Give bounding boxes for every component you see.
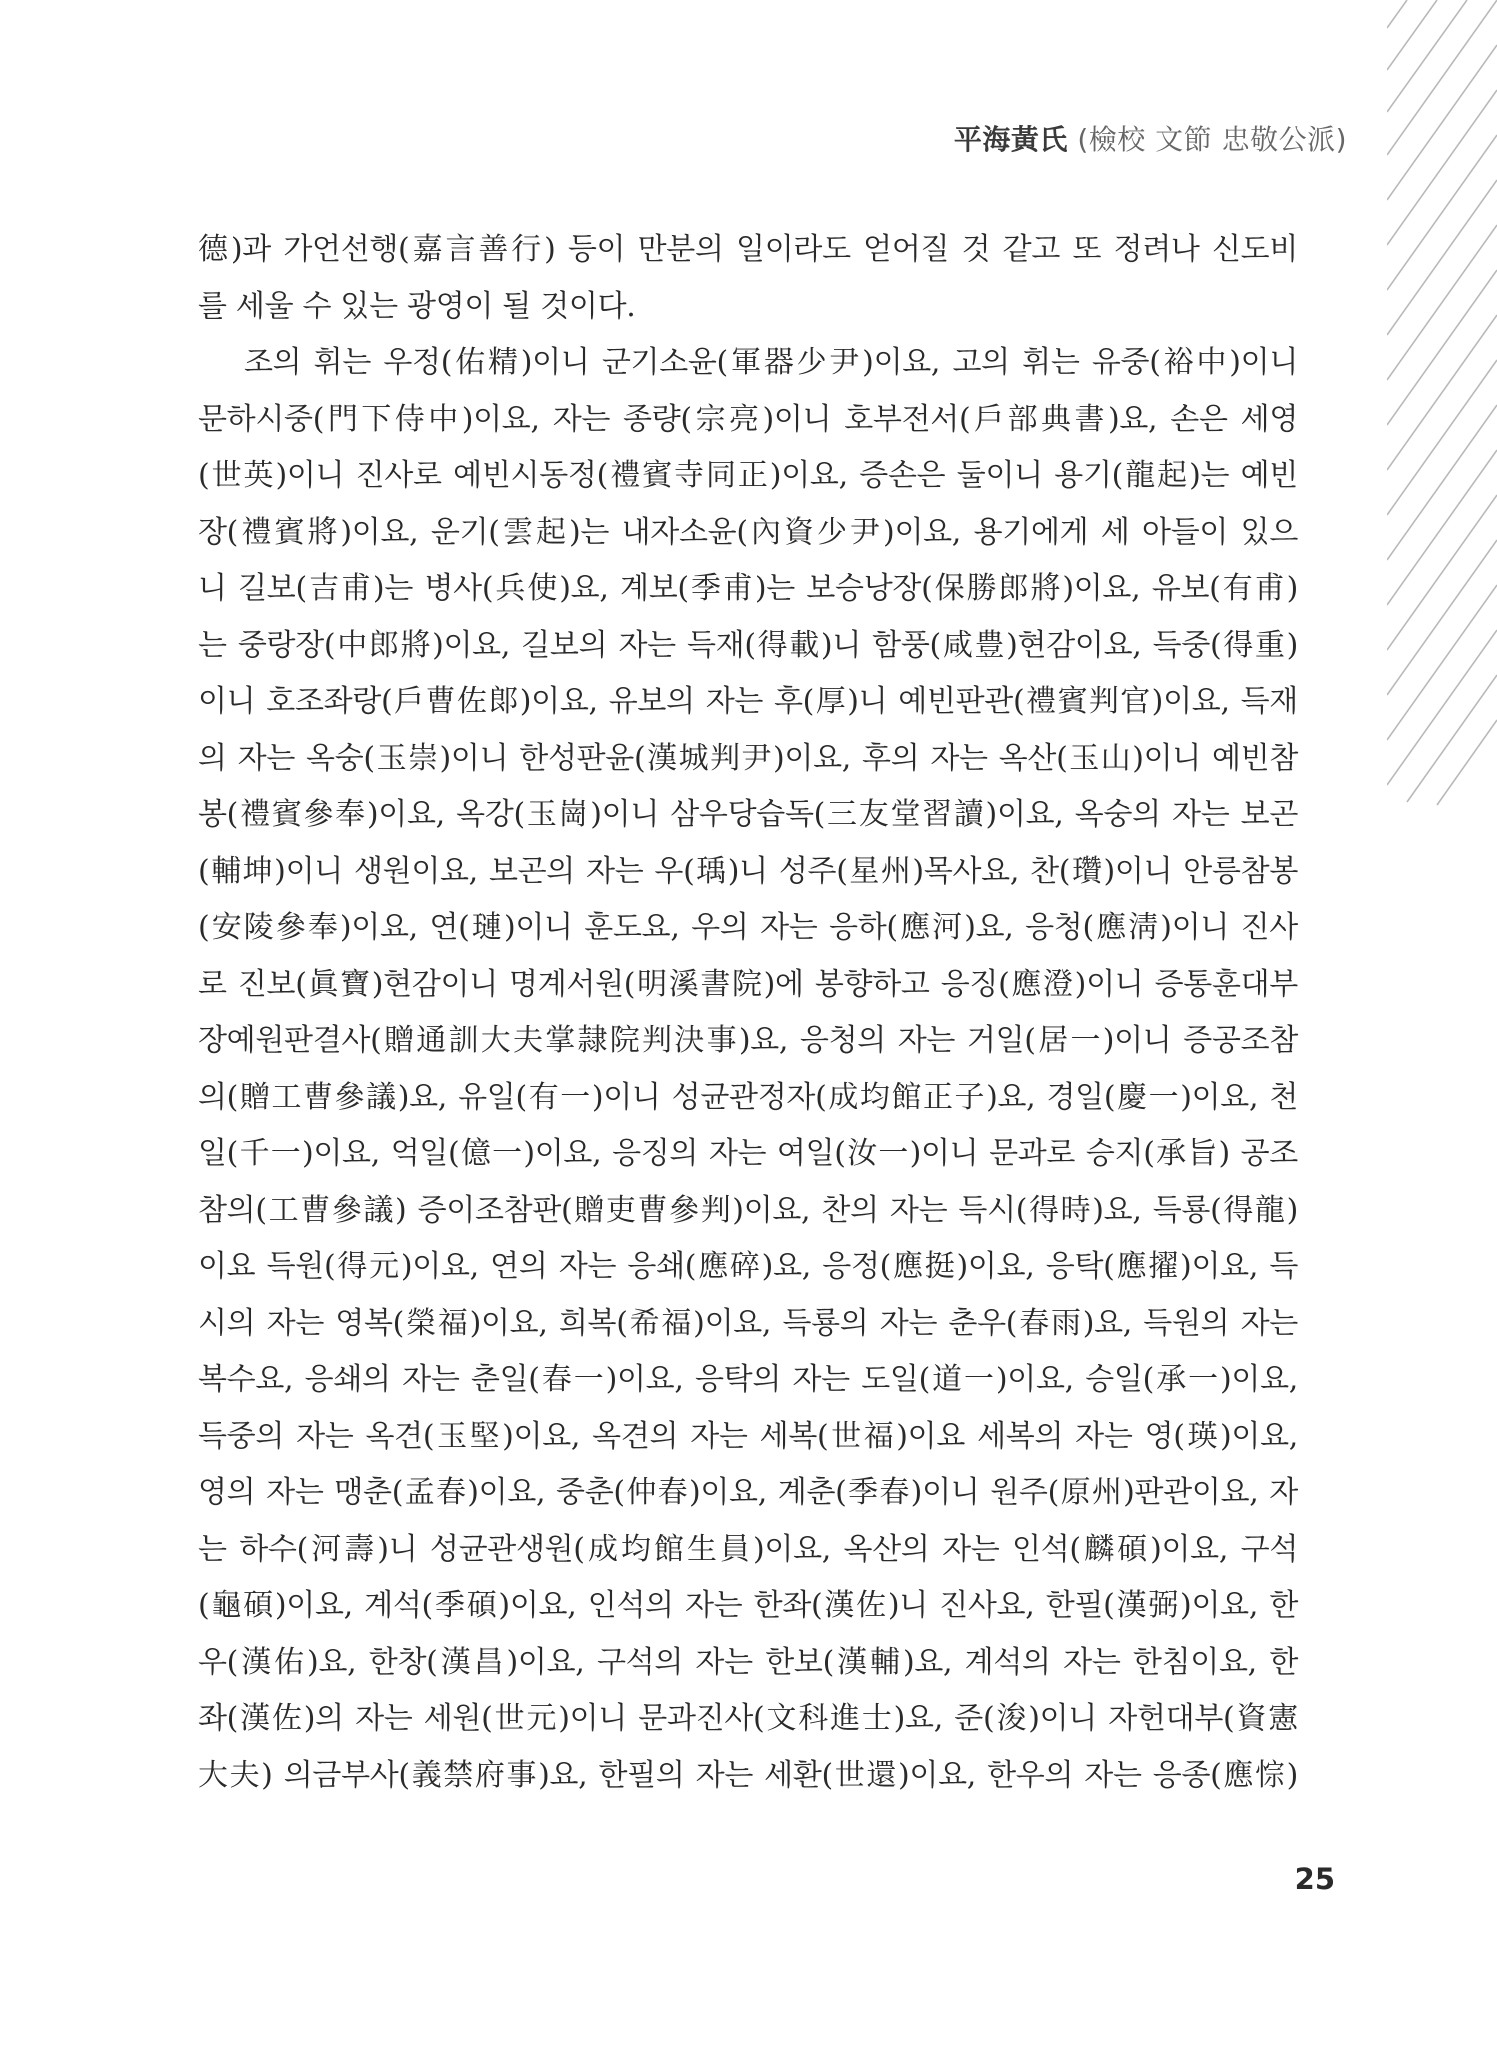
- decorative-diagonal-stripes: [1387, 0, 1497, 810]
- text-line: 복수요, 응쇄의 자는 춘일(春一)이요, 응탁의 자는 도일(道一)이요, 승일(承一)이요,: [198, 1362, 1298, 1397]
- text-line: (龜碩)이요, 계석(季碩)이요, 인석의 자는 한좌(漢佐)니 진사요, 한필(漢弼)이요, 한: [198, 1588, 1298, 1623]
- text-line: 영의 자는 맹춘(孟春)이요, 중춘(仲春)이요, 계춘(季春)이니 원주(原州)판관이요, 자: [198, 1475, 1298, 1510]
- text-line: 이니 호조좌랑(戶曹佐郞)이요, 유보의 자는 후(厚)니 예빈판관(禮賓判官)이요, 득재: [198, 684, 1298, 719]
- text-line: 참의(工曹參議) 증이조참판(贈吏曹參判)이요, 찬의 자는 득시(得時)요, 득룡(得龍): [198, 1192, 1298, 1228]
- text-line: 득중의 자는 옥견(玉堅)이요, 옥견의 자는 세복(世福)이요 세복의 자는 영(瑛)이요,: [198, 1418, 1298, 1454]
- text-line: 조의 휘는 우정(佑精)이니 군기소윤(軍器少尹)이요, 고의 휘는 유중(裕中)이니: [244, 345, 1298, 380]
- text-line: (輔坤)이니 생원이요, 보곤의 자는 우(瑀)니 성주(星州)목사요, 찬(瓚)이니 안릉참봉: [198, 853, 1298, 889]
- running-header: [954, 118, 1347, 158]
- text-line: 이요 득원(得元)이요, 연의 자는 응쇄(應碎)요, 응정(應挺)이요, 응탁(應擢)이요, 득: [198, 1249, 1298, 1284]
- text-line: 를 세울 수 있는 광영이 될 것이다.: [198, 288, 636, 324]
- text-line: 우(漢佑)요, 한창(漢昌)이요, 구석의 자는 한보(漢輔)요, 계석의 자는 한침이요, 한: [198, 1644, 1298, 1680]
- text-line: 의(贈工曹參議)요, 유일(有一)이니 성균관정자(成均館正子)요, 경일(慶一)이요, 천: [198, 1079, 1298, 1115]
- text-line: 장예원판결사(贈通訓大夫掌隷院判決事)요, 응청의 자는 거일(居一)이니 증공조참: [198, 1023, 1298, 1058]
- text-line: 로 진보(眞寶)현감이니 명계서원(明溪書院)에 봉향하고 응징(應澄)이니 증통훈대부: [198, 966, 1298, 1002]
- body-text: [198, 222, 1298, 1804]
- text-line: 는 하수(河壽)니 성균관생원(成均館生員)이요, 옥산의 자는 인석(麟碩)이요, 구석: [198, 1531, 1298, 1567]
- header-title-main: 平海黃氏: [953, 123, 1068, 156]
- page-number: 25: [1294, 1862, 1335, 1896]
- text-line: 시의 자는 영복(榮福)이요, 희복(希福)이요, 득룡의 자는 춘우(春雨)요, 득원의 자는: [198, 1305, 1298, 1341]
- text-line: 봉(禮賓參奉)이요, 옥강(玉崗)이니 삼우당습독(三友堂習讀)이요, 옥숭의 자는 보곤: [198, 797, 1298, 832]
- text-line: 좌(漢佐)의 자는 세원(世元)이니 문과진사(文科進士)요, 준(浚)이니 자헌대부(資憲: [198, 1701, 1298, 1736]
- text-line: 일(千一)이요, 억일(億一)이요, 응징의 자는 여일(汝一)이니 문과로 승지(承旨) 공조: [198, 1136, 1298, 1171]
- text-line: 문하시중(門下侍中)이요, 자는 종량(宗亮)이니 호부전서(戶部典書)요, 손은 세영: [198, 401, 1298, 437]
- text-line: 장(禮賓將)이요, 운기(雲起)는 내자소윤(內資少尹)이요, 용기에게 세 아들이 있으: [198, 514, 1298, 550]
- text-line: 는 중랑장(中郎將)이요, 길보의 자는 득재(得載)니 함풍(咸豊)현감이요, 득중(得重): [198, 627, 1298, 663]
- text-line: 德)과 가언선행(嘉言善行) 등이 만분의 일이라도 얻어질 것 같고 또 정려나 신도비: [198, 232, 1298, 267]
- text-line: 의 자는 옥숭(玉崇)이니 한성판윤(漢城判尹)이요, 후의 자는 옥산(玉山)이니 예빈참: [198, 740, 1298, 776]
- text-line: (世英)이니 진사로 예빈시동정(禮賓寺同正)이요, 증손은 둘이니 용기(龍起)는 예빈: [198, 458, 1298, 493]
- header-title-sub: (檢校 文節 忠敬公派): [1067, 123, 1347, 156]
- text-line: 니 길보(吉甫)는 병사(兵使)요, 계보(季甫)는 보승낭장(保勝郎將)이요, 유보(有甫): [198, 571, 1298, 606]
- text-line: (安陵參奉)이요, 연(璉)이니 훈도요, 우의 자는 응하(應河)요, 응청(應淸)이니 진사: [198, 910, 1298, 945]
- text-line: 大夫) 의금부사(義禁府事)요, 한필의 자는 세환(世還)이요, 한우의 자는 응종(應悰): [198, 1757, 1298, 1793]
